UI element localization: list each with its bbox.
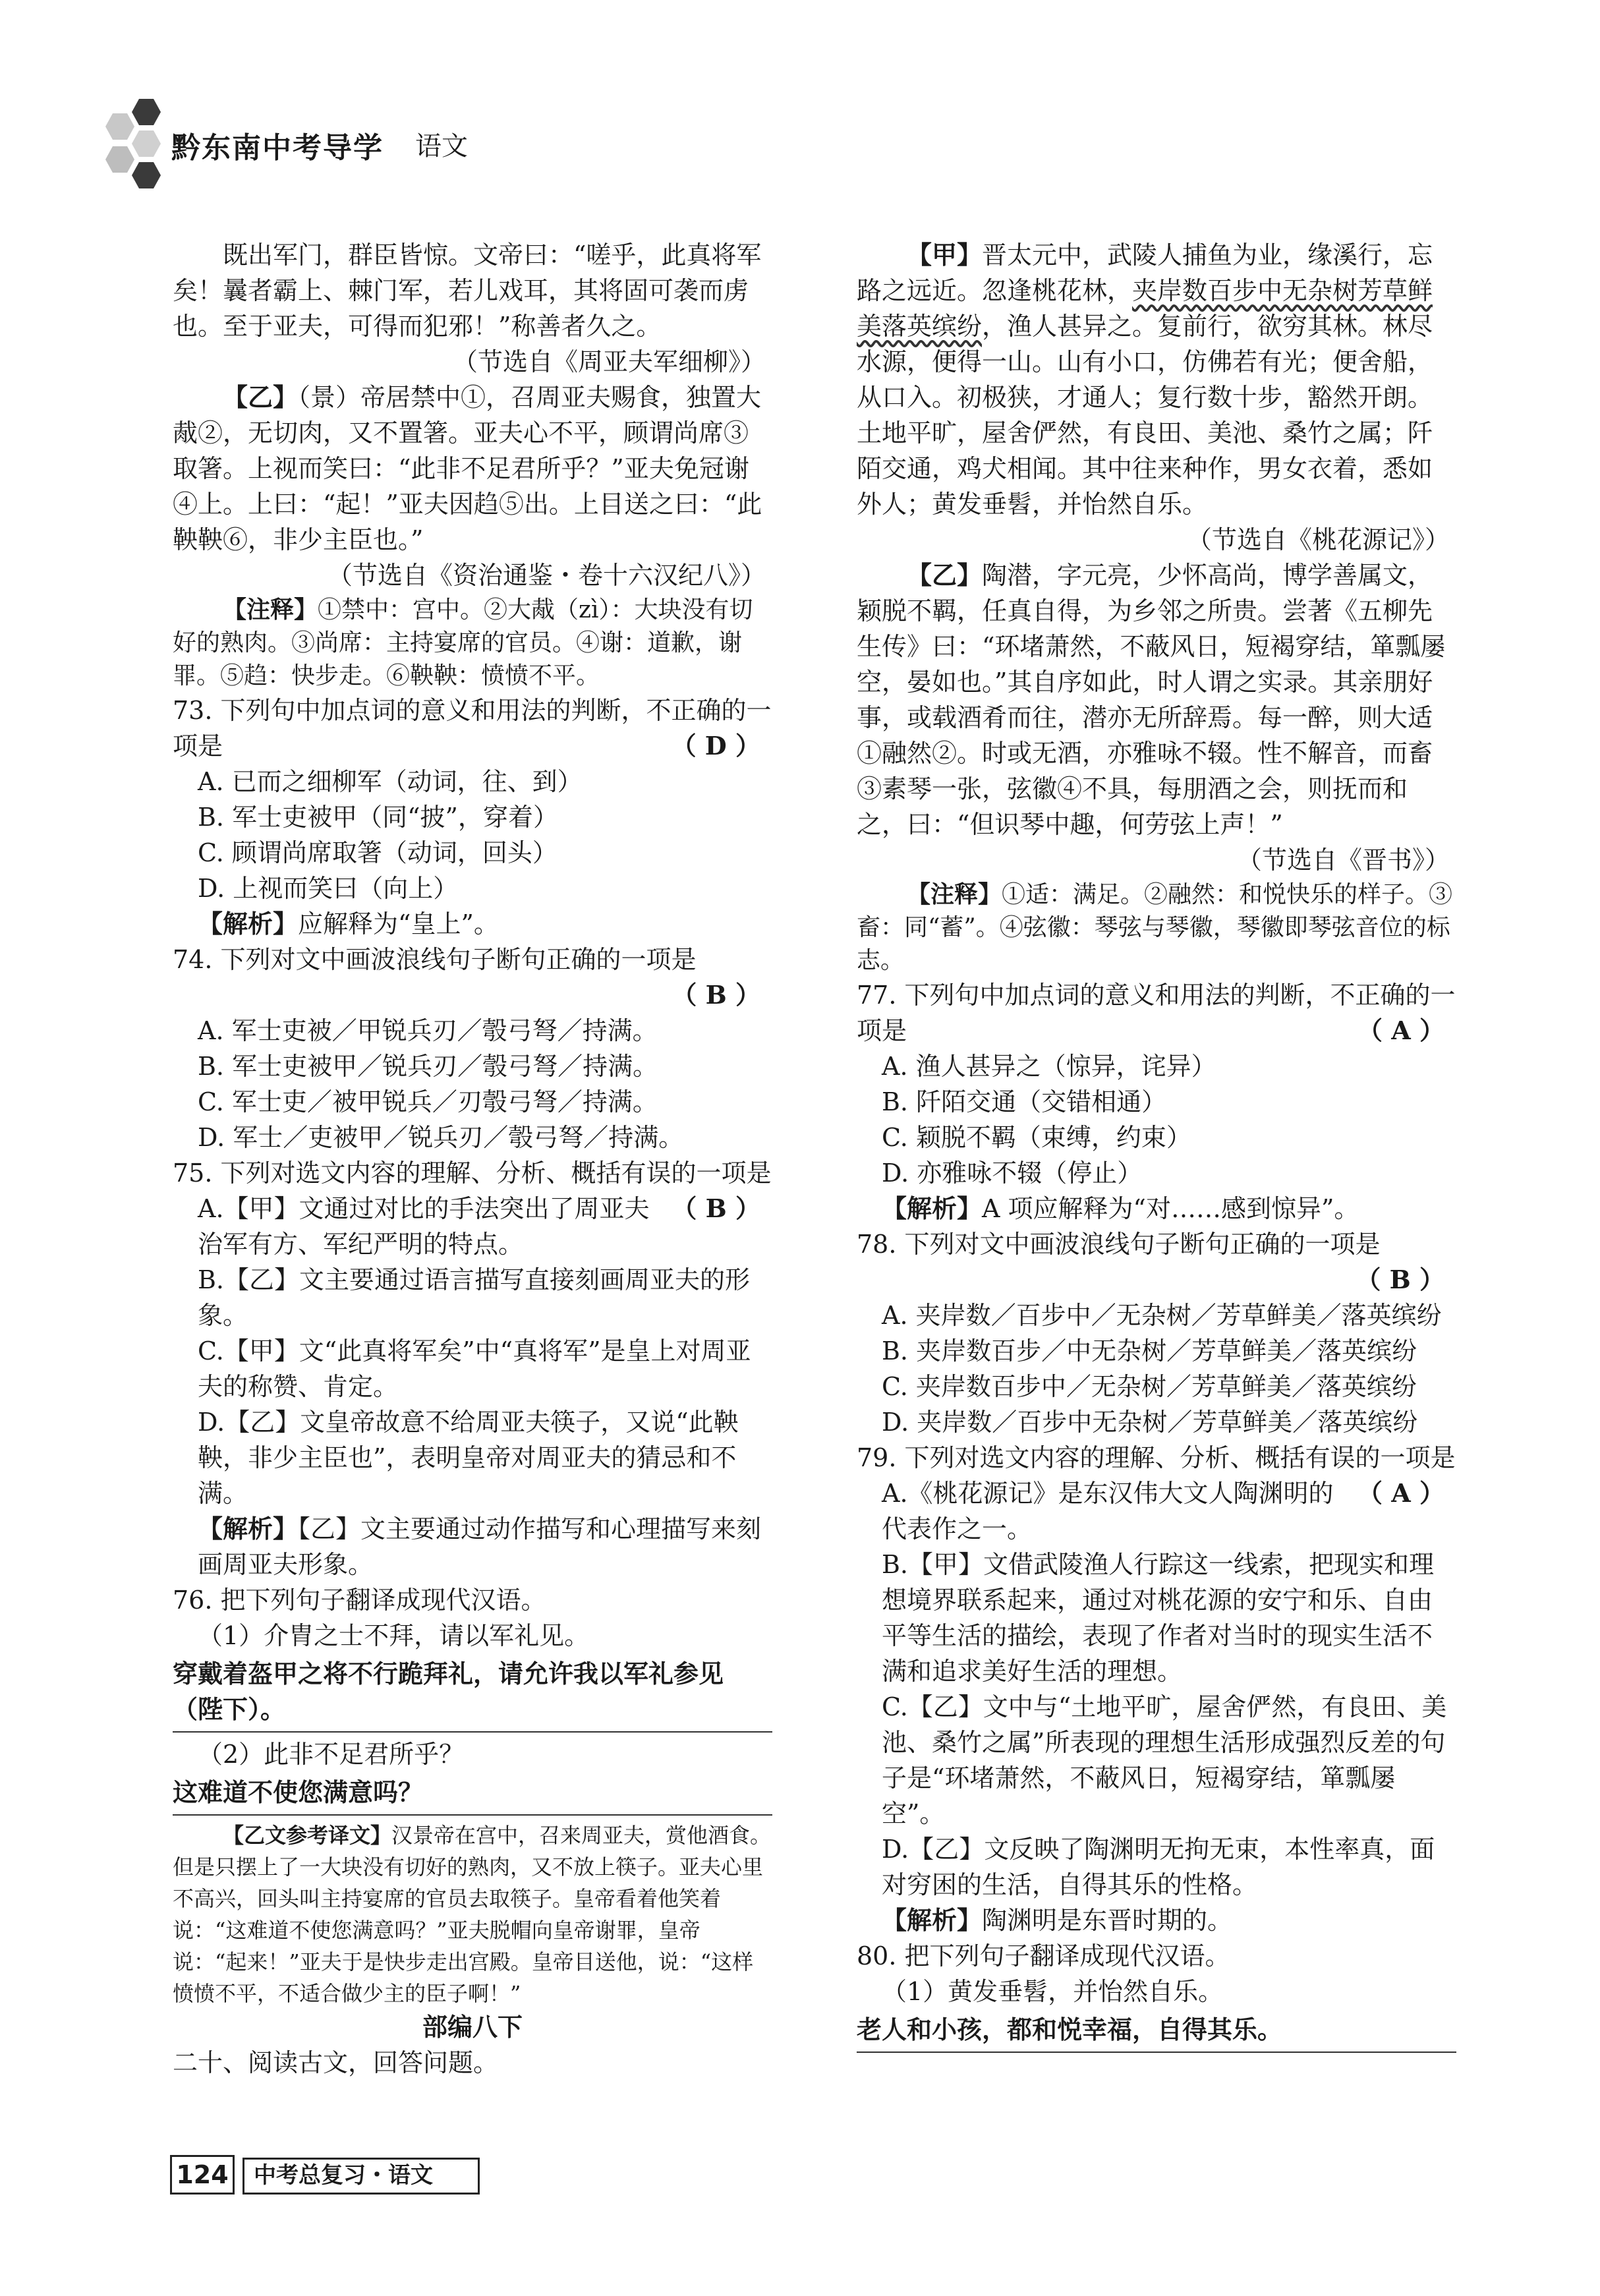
explanation <box>857 1191 1456 1226</box>
option: B.【乙】文主要通过语言描写直接刻画周亚夫的形象。 <box>198 1265 751 1330</box>
source-citation: （节选自《晋书》） <box>1236 846 1450 875</box>
option: D.【乙】文反映了陶渊明无拘无束，本性率真，面对穷困的生活，自得其乐的性格。 <box>882 1835 1435 1899</box>
book-title: 黔东南中考导学 <box>171 131 384 165</box>
book-series-label: 中考总复习・语文 <box>243 2158 480 2195</box>
question-79 <box>857 1440 1456 1508</box>
option: A. 已而之细柳军（动词，往、到） <box>198 767 583 796</box>
answer-row <box>173 977 772 1013</box>
option: C.【乙】文中与“土地平旷，屋舍俨然，有良田、美池、桑竹之属”所表现的理想生活形成强烈反差的句子是“环堵萧然，不蔽风日，短褐穿结，箪瓢屡空”。 <box>882 1692 1447 1828</box>
question-73 <box>173 693 772 764</box>
handwritten-answer: 这难道不使您满意吗？ <box>173 1775 772 1816</box>
option: B. 阡陌交通（交错相通） <box>882 1087 1167 1116</box>
question-80: 80. 把下列句子翻译成现代汉语。 <box>857 1941 1230 1970</box>
explanation <box>173 906 772 942</box>
annotation-text: ①禁中：宫中。②大胾（zì）：大块没有切好的熟肉。③尚席：主持宴席的官员。④谢：道歉，谢罪。⑤趋：快步走。⑥鞅鞅：愤愤不平。 <box>173 596 753 689</box>
passage-text: 晋太元中，武陵人捕鱼为业，缘溪行，忘路之远近。忽逢桃花林， <box>857 241 1433 305</box>
source-citation: （节选自《资治通鉴・卷十六汉纪八》） <box>327 561 766 590</box>
annotation-text: ①适：满足。②融然：和悦快乐的样子。③畜：同“蓄”。④弦徽：琴弦与琴徽，琴徽即琴弦音位的标志。 <box>857 881 1453 974</box>
hexagon-logo-icon <box>132 99 161 125</box>
option: C. 夹岸数百步中／无杂树／芳草鲜美／落英缤纷 <box>882 1372 1417 1401</box>
annotation-label: 【注释】 <box>223 596 318 623</box>
option: B.【甲】文借武陵渔人行踪这一线索，把现实和理想境界联系起来，通过对桃花源的安宁和乐、自由平等生活的描绘，表现了作者对当时的现实生活不满和追求美好生活的理想。 <box>882 1550 1435 1686</box>
translation-text: 汉景帝在宫中，召来周亚夫，赏他酒食。但是只摆上了一大块没有切好的熟肉，又不放上筷子。亚夫心里不高兴，回头叫主持宴席的官员去取筷子。皇帝看着他笑着说：“这难道不使您满意吗？”亚夫脱帽向皇帝谢罪，皇帝说：“起来！”亚夫于是快步走出宫殿。皇帝目送他，说：“这样愤愤不平，不适合做少主的臣子啊！” <box>173 1823 772 2006</box>
option: D. 夹岸数／百步中无杂树／芳草鲜美／落英缤纷 <box>882 1408 1418 1437</box>
sub-question: （2）此非不足君所乎？ <box>198 1740 465 1769</box>
explanation-label: 【解析】 <box>198 909 299 938</box>
hexagon-logo-icon <box>105 146 134 173</box>
section-heading: 部编八下 <box>422 2013 523 2042</box>
question-text: 73. 下列句中加点词的意义和用法的判断，不正确的一项是 <box>173 696 772 761</box>
wavy-underlined-sentence: 夹岸数百步中无杂树芳草鲜美落英缤纷 <box>857 276 1433 341</box>
explanation-label: 【解析】 <box>198 1514 299 1543</box>
explanation-text: 陶渊明是东晋时期的。 <box>982 1906 1233 1935</box>
annotation <box>173 593 772 693</box>
question-78: 78. 下列对文中画波浪线句子断句正确的一项是 <box>857 1230 1381 1259</box>
page-number: 124 <box>170 2155 235 2195</box>
hexagon-logo-icon <box>105 113 134 140</box>
question-text: 79. 下列对选文内容的理解、分析、概括有误的一项是 <box>857 1443 1456 1472</box>
answer-mark: （ D ） <box>671 731 760 761</box>
option: A.【甲】文通过对比的手法突出了周亚夫治军有方、军纪严明的特点。 <box>198 1194 650 1259</box>
explanation-label: 【解析】 <box>882 1193 983 1223</box>
answer-mark: （ A ） <box>1357 1016 1444 1045</box>
answer-mark: （ B ） <box>671 1193 760 1223</box>
page-header <box>132 99 725 204</box>
question-text: 77. 下列句中加点词的意义和用法的判断，不正确的一项是 <box>857 981 1456 1045</box>
passage-label: 【甲】 <box>907 240 983 270</box>
option: B. 军士吏被甲／锐兵刃／彀弓弩／持满。 <box>198 1052 658 1081</box>
option: D.【乙】文皇帝故意不给周亚夫筷子，又说“此鞅鞅，非少主臣也”，表明皇帝对周亚夫的猜忌和不满。 <box>198 1408 739 1508</box>
hexagon-logo-icon <box>132 130 161 157</box>
question-text: 75. 下列对选文内容的理解、分析、概括有误的一项是 <box>173 1159 772 1188</box>
left-column <box>173 237 772 2081</box>
option: A. 夹岸数／百步中／无杂树／芳草鲜美／落英缤纷 <box>882 1301 1442 1330</box>
sub-question: （1）介胄之士不拜，请以军礼见。 <box>198 1621 590 1650</box>
option: A.《桃花源记》是东汉伟大文人陶渊明的代表作之一。 <box>882 1479 1334 1543</box>
option: A. 军士吏被／甲锐兵刃／彀弓弩／持满。 <box>198 1016 658 1045</box>
answer-row <box>857 1262 1456 1298</box>
passage-label: 【乙】 <box>223 382 299 412</box>
passage-text: （景）帝居禁中①，召周亚夫赐食，独置大胾②，无切肉，又不置箸。亚夫心不平，顾谓尚席③取箸。上视而笑曰：“此非不足君所乎？”亚夫免冠谢④上。上曰：“起！”亚夫因趋⑤出。上目送之曰：“此鞅鞅⑥，非少主臣也。” <box>173 383 762 554</box>
answer-mark: （ B ） <box>1356 1265 1444 1294</box>
hexagon-logo-icon <box>132 162 161 188</box>
translation-label: 【乙文参考译文】 <box>223 1823 392 1848</box>
question-74 <box>173 942 772 977</box>
passage-text: 陶潜，字元亮，少怀高尚，博学善属文，颖脱不羁，任真自得，为乡邻之所贵。尝著《五柳先生传》曰：“环堵萧然，不蔽风日，短褐穿结，箪瓢屡空，晏如也。”其自序如此，时人谓之实录。其亲朋好事，或载酒肴而往，潜亦无所辞焉。每一醉，则大适①融然②。时或无酒，亦雅咏不辍。性不解音，而畜③素琴一张，弦徽④不具，每朋酒之会，则抚而和之，曰：“但识琴中趣，何劳弦上声！” <box>857 561 1446 839</box>
option: C. 军士吏／被甲锐兵／刃彀弓弩／持满。 <box>198 1087 658 1116</box>
annotation-label: 【注释】 <box>907 880 1002 908</box>
question-77 <box>857 977 1456 1048</box>
passage-yi <box>173 380 772 558</box>
handwritten-answer: 老人和小孩，都和悦幸福，自得其乐。 <box>857 2012 1456 2053</box>
subject-label: 语文 <box>415 131 468 161</box>
passage-text: 既出军门，群臣皆惊。文帝曰：“嗟乎，此真将军矣！曩者霸上、棘门军，若儿戏耳，其将固可袭而虏也。至于亚夫，可得而犯邪！”称善者久之。 <box>173 241 762 341</box>
option: B. 军士吏被甲（同“披”，穿着） <box>198 803 558 832</box>
source-citation: （节选自《周亚夫军细柳》） <box>452 347 766 376</box>
explanation <box>173 1511 772 1582</box>
explanation-text: 应解释为“皇上”。 <box>298 909 499 938</box>
answer-mark: （ B ） <box>671 980 760 1010</box>
option: D. 上视而笑曰（向上） <box>198 874 459 903</box>
explanation-text: A 项应解释为“对……感到惊异”。 <box>982 1194 1359 1223</box>
right-column <box>857 237 1456 2057</box>
option: C. 颖脱不羁（束缚，约束） <box>882 1123 1191 1152</box>
passage-label: 【乙】 <box>907 560 983 590</box>
handwritten-answer: 穿戴着盔甲之将不行跪拜礼，请允许我以军礼参见（陛下）。 <box>173 1656 772 1733</box>
annotation <box>857 878 1456 977</box>
question-75 <box>173 1155 772 1223</box>
question-text: 74. 下列对文中画波浪线句子断句正确的一项是 <box>173 945 697 974</box>
explanation <box>857 1903 1456 1938</box>
option: C. 顾谓尚席取箸（动词，回头） <box>198 838 557 867</box>
passage-yi <box>857 558 1456 842</box>
question-76: 76. 把下列句子翻译成现代汉语。 <box>173 1586 546 1615</box>
explanation-text: 【乙】文主要通过动作描写和心理描写来刻画周亚夫形象。 <box>198 1514 762 1579</box>
question-20: 二十、阅读古文，回答问题。 <box>173 2048 499 2077</box>
option: D. 军士／吏被甲／锐兵刃／彀弓弩／持满。 <box>198 1123 684 1152</box>
sub-question: （1）黄发垂髫，并怡然自乐。 <box>882 1977 1224 2006</box>
answer-mark: （ A ） <box>1357 1478 1444 1508</box>
passage-text: ，渔人甚异之。复前行，欲穷其林。林尽水源，便得一山。山有小口，仿佛若有光；便舍船，从口入。初极狭，才通人；复行数十步，豁然开朗。土地平旷，屋舍俨然，有良田、美池、桑竹之属；阡陌交通，鸡犬相闻。其中往来种作，男女衣着，悉如外人；黄发垂髫，并怡然自乐。 <box>857 312 1433 519</box>
reference-translation <box>173 1820 772 2009</box>
option: B. 夹岸数百步／中无杂树／芳草鲜美／落英缤纷 <box>882 1336 1417 1365</box>
option: D. 亦雅咏不辍（停止） <box>882 1159 1143 1188</box>
option: C.【甲】文“此真将军矣”中“真将军”是皇上对周亚夫的称赞、肯定。 <box>198 1336 751 1401</box>
option: A. 渔人甚异之（惊异，诧异） <box>882 1052 1216 1081</box>
passage-jia <box>857 237 1456 522</box>
source-citation: （节选自《桃花源记》） <box>1186 525 1450 554</box>
explanation-label: 【解析】 <box>882 1905 983 1935</box>
